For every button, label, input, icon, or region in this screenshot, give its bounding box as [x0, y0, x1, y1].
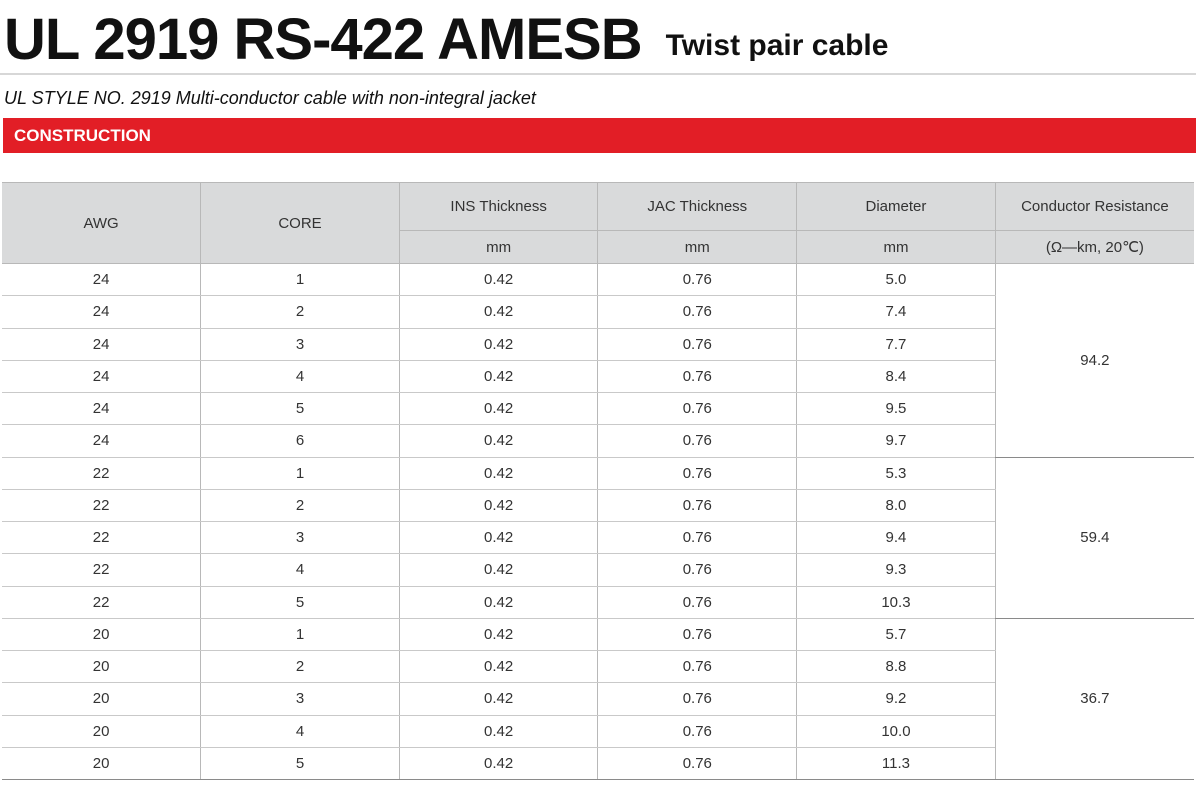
- cell-jac-thickness: 0.76: [598, 360, 797, 392]
- cell-awg: 22: [2, 522, 201, 554]
- cell-ins-thickness: 0.42: [399, 747, 598, 779]
- cell-awg: 20: [2, 651, 201, 683]
- cell-jac-thickness: 0.76: [598, 489, 797, 521]
- cell-core: 3: [201, 522, 400, 554]
- cell-core: 4: [201, 554, 400, 586]
- cell-awg: 24: [2, 328, 201, 360]
- cell-diameter: 9.3: [797, 554, 996, 586]
- table-header: [2, 183, 1194, 264]
- section-header-bar: [3, 118, 1196, 153]
- cell-diameter: 9.5: [797, 393, 996, 425]
- cell-jac-thickness: 0.76: [598, 264, 797, 296]
- cell-awg: 24: [2, 264, 201, 296]
- cell-ins-thickness: 0.42: [399, 715, 598, 747]
- cell-awg: 22: [2, 489, 201, 521]
- cell-ins-thickness: 0.42: [399, 328, 598, 360]
- cell-awg: 20: [2, 715, 201, 747]
- section-title: CONSTRUCTION: [14, 126, 151, 145]
- cell-jac-thickness: 0.76: [598, 586, 797, 618]
- cell-awg: 24: [2, 425, 201, 457]
- cell-core: 3: [201, 683, 400, 715]
- cell-awg: 24: [2, 296, 201, 328]
- cell-diameter: 9.4: [797, 522, 996, 554]
- cell-ins-thickness: 0.42: [399, 651, 598, 683]
- cell-core: 4: [201, 360, 400, 392]
- cell-jac-thickness: 0.76: [598, 651, 797, 683]
- cell-diameter: 5.7: [797, 618, 996, 650]
- cell-ins-thickness: 0.42: [399, 522, 598, 554]
- unit-jac-thickness: mm: [598, 231, 797, 264]
- construction-table: [2, 182, 1194, 780]
- cell-core: 2: [201, 296, 400, 328]
- cell-diameter: 10.3: [797, 586, 996, 618]
- cell-core: 4: [201, 715, 400, 747]
- cell-jac-thickness: 0.76: [598, 328, 797, 360]
- cell-diameter: 8.0: [797, 489, 996, 521]
- header-ins-thickness: INS Thickness: [399, 183, 598, 231]
- cell-awg: 20: [2, 747, 201, 779]
- page-header: [4, 4, 1196, 70]
- cell-jac-thickness: 0.76: [598, 457, 797, 489]
- cell-diameter: 5.0: [797, 264, 996, 296]
- cell-jac-thickness: 0.76: [598, 425, 797, 457]
- cable-description: UL STYLE NO. 2919 Multi-conductor cable with non-integral jacket: [4, 88, 536, 108]
- cell-core: 6: [201, 425, 400, 457]
- cell-core: 1: [201, 264, 400, 296]
- cell-core: 5: [201, 393, 400, 425]
- cell-ins-thickness: 0.42: [399, 489, 598, 521]
- table-body: [2, 264, 1194, 780]
- table-row: [2, 264, 1194, 296]
- cell-ins-thickness: 0.42: [399, 393, 598, 425]
- cell-conductor-resistance: 36.7: [995, 618, 1194, 779]
- cell-conductor-resistance: 94.2: [995, 264, 1194, 458]
- table-row: [2, 618, 1194, 650]
- cell-core: 1: [201, 618, 400, 650]
- header-awg: AWG: [2, 183, 201, 264]
- page-subtitle: Twist pair cable: [665, 29, 889, 62]
- cell-ins-thickness: 0.42: [399, 264, 598, 296]
- unit-ins-thickness: mm: [399, 231, 598, 264]
- cell-jac-thickness: 0.76: [598, 618, 797, 650]
- header-conductor-resistance: Conductor Resistance: [995, 183, 1194, 231]
- cell-core: 2: [201, 489, 400, 521]
- cell-ins-thickness: 0.42: [399, 360, 598, 392]
- cell-jac-thickness: 0.76: [598, 522, 797, 554]
- title-divider: [0, 73, 1196, 75]
- cell-diameter: 7.7: [797, 328, 996, 360]
- header-diameter: Diameter: [797, 183, 996, 231]
- cell-core: 1: [201, 457, 400, 489]
- cell-core: 3: [201, 328, 400, 360]
- cell-jac-thickness: 0.76: [598, 393, 797, 425]
- cell-ins-thickness: 0.42: [399, 683, 598, 715]
- header-jac-thickness: JAC Thickness: [598, 183, 797, 231]
- cell-jac-thickness: 0.76: [598, 747, 797, 779]
- cell-diameter: 8.8: [797, 651, 996, 683]
- cell-diameter: 8.4: [797, 360, 996, 392]
- cell-awg: 24: [2, 393, 201, 425]
- cell-diameter: 9.7: [797, 425, 996, 457]
- cell-awg: 20: [2, 683, 201, 715]
- cell-awg: 22: [2, 554, 201, 586]
- cell-diameter: 7.4: [797, 296, 996, 328]
- cell-core: 5: [201, 747, 400, 779]
- cell-jac-thickness: 0.76: [598, 554, 797, 586]
- table-row: [2, 457, 1194, 489]
- page-title: UL 2919 RS-422 AMESB: [4, 7, 642, 72]
- header-core: CORE: [201, 183, 400, 264]
- cell-diameter: 9.2: [797, 683, 996, 715]
- cell-ins-thickness: 0.42: [399, 618, 598, 650]
- cell-ins-thickness: 0.42: [399, 457, 598, 489]
- unit-conductor-resistance: (Ω—km, 20℃): [995, 231, 1194, 264]
- cell-ins-thickness: 0.42: [399, 586, 598, 618]
- cell-ins-thickness: 0.42: [399, 554, 598, 586]
- cell-diameter: 10.0: [797, 715, 996, 747]
- cell-awg: 20: [2, 618, 201, 650]
- cell-diameter: 11.3: [797, 747, 996, 779]
- cell-core: 2: [201, 651, 400, 683]
- cell-awg: 24: [2, 360, 201, 392]
- cell-jac-thickness: 0.76: [598, 715, 797, 747]
- cell-ins-thickness: 0.42: [399, 296, 598, 328]
- cell-conductor-resistance: 59.4: [995, 457, 1194, 618]
- cell-awg: 22: [2, 457, 201, 489]
- cell-core: 5: [201, 586, 400, 618]
- unit-diameter: mm: [797, 231, 996, 264]
- cell-awg: 22: [2, 586, 201, 618]
- cell-jac-thickness: 0.76: [598, 683, 797, 715]
- cell-diameter: 5.3: [797, 457, 996, 489]
- cell-ins-thickness: 0.42: [399, 425, 598, 457]
- cell-jac-thickness: 0.76: [598, 296, 797, 328]
